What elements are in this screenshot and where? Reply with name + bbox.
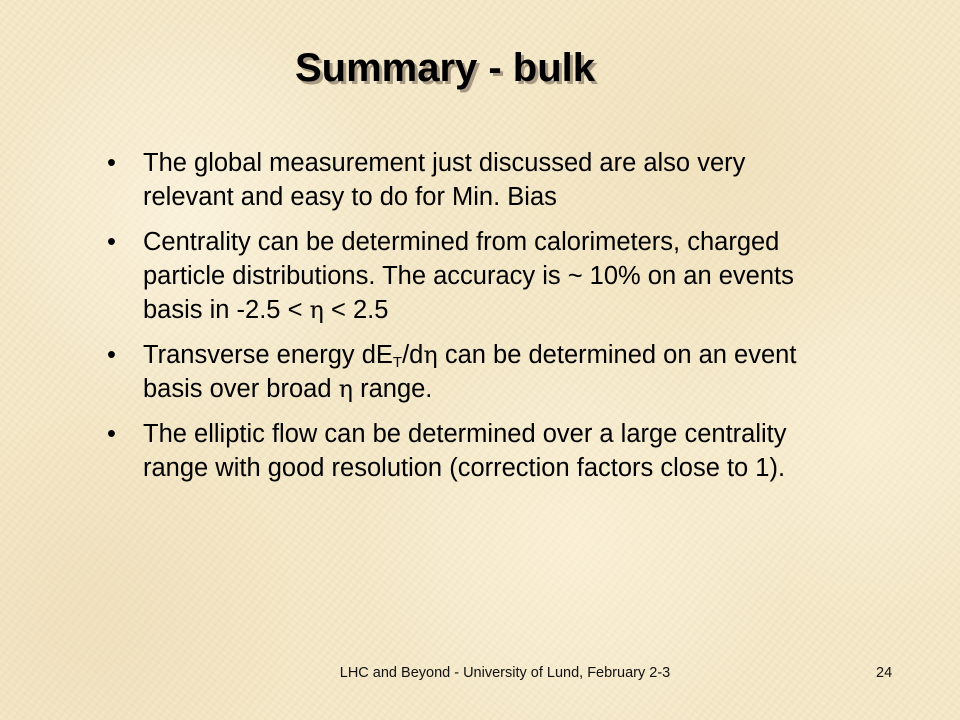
subscript-t: T bbox=[392, 354, 403, 371]
bullet-dot: • bbox=[107, 341, 116, 369]
bullet-text: can be determined on an event basis over broad bbox=[143, 341, 797, 403]
bullet-text: range. bbox=[353, 375, 433, 403]
bullet-dot: • bbox=[107, 420, 116, 448]
bullet-list bbox=[103, 146, 833, 496]
bullet-dot: • bbox=[107, 149, 116, 177]
bullet-text: Transverse energy dE bbox=[143, 341, 393, 369]
bullet-text: Centrality can be determined from calorimeters, charged particle distributions. The accuracy is ~ 10% on an events basis in -2.5 < bbox=[143, 228, 794, 324]
page-number: 24 bbox=[876, 665, 893, 681]
bullet-text: /d bbox=[402, 341, 424, 369]
bullet-item-3 bbox=[103, 338, 833, 406]
bullet-text: < 2.5 bbox=[323, 296, 389, 324]
eta-symbol: η bbox=[338, 375, 353, 403]
bullet-item-2 bbox=[103, 225, 833, 327]
eta-symbol: η bbox=[309, 296, 324, 324]
eta-symbol: η bbox=[423, 341, 438, 369]
footer-text: LHC and Beyond - University of Lund, February 2-3 bbox=[339, 665, 671, 681]
bullet-text: The elliptic flow can be determined over a large centrality range with good resolution (correction factors close to 1). bbox=[143, 420, 787, 482]
bullet-text: The global measurement just discussed are also very relevant and easy to do for Min. Bias bbox=[143, 149, 746, 211]
bullet-item-4 bbox=[103, 417, 833, 485]
bullet-dot: • bbox=[107, 228, 116, 256]
slide-title: Summary - bulk bbox=[294, 46, 596, 90]
bullet-item-1 bbox=[103, 146, 833, 214]
